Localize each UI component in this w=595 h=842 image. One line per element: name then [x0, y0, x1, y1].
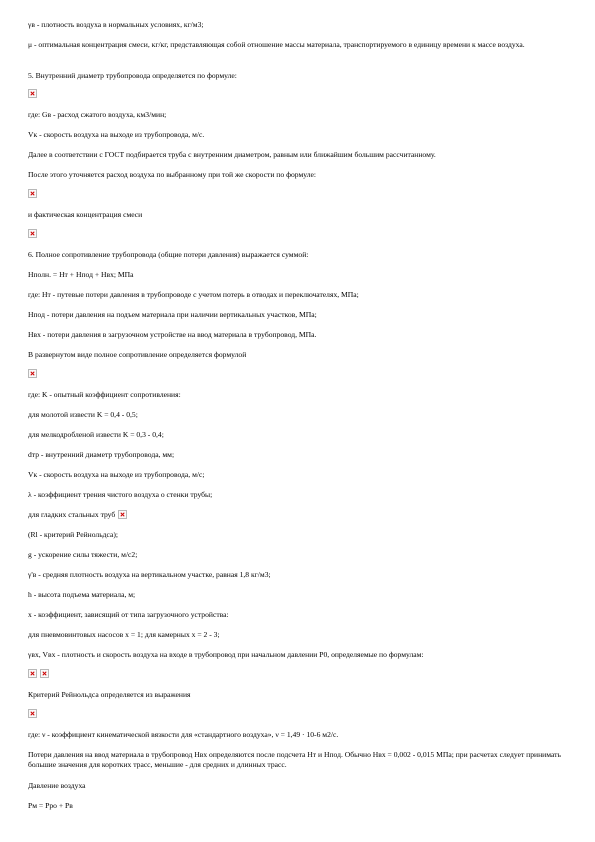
text-line: где: K - опытный коэффициент сопротивления:	[28, 390, 181, 399]
text-paragraph: Потери давления на ввод материала в трубопровод Hвх определяются после подсчета Hт и Hпод. Обычно Hвх = 0,002 - 0,015 МПа; при расчетах следует принимать большие значения для коротких трасс, меньшие - для средних и длинных трасс.	[28, 750, 561, 769]
section-heading: 5. Внутренний диаметр трубопровода определяется по формуле:	[28, 71, 237, 80]
text-line: и фактическая концентрация смеси	[28, 210, 143, 219]
text-line: Критерий Рейнольдса определяется из выражения	[28, 690, 191, 699]
text-line: Далее в соответствии с ГОСТ подбирается труба с внутренним диаметром, равным или ближайшим большим рассчитанному.	[28, 150, 436, 159]
broken-image-icon	[28, 189, 37, 198]
text-line: В развернутом виде полное сопротивление определяется формулой	[28, 350, 247, 359]
text-line: для пневмовинтовых насосов х = 1; для камерных х = 2 - 3;	[28, 630, 220, 639]
text-line: g - ускорение силы тяжести, м/с2;	[28, 550, 138, 559]
text-line: где: ν - коэффициент кинематической вязкости для «стандартного воздуха», ν = 1,49 · 10-6 м2/с.	[28, 730, 339, 739]
text-line: Vк - скорость воздуха на выходе из трубопровода, м/с;	[28, 470, 205, 479]
text-line: х - коэффициент, зависящий от типа загрузочного устройства:	[28, 610, 229, 619]
text-line: Hвх - потери давления в загрузочном устройстве на ввод материала в трубопровод, МПа.	[28, 330, 317, 339]
broken-image-icon	[28, 369, 37, 378]
text-line: h - высота подъема материала, м;	[28, 590, 136, 599]
text-line: для молотой извести K = 0,4 - 0,5;	[28, 410, 138, 419]
broken-image-icon	[118, 510, 127, 519]
text-line-with-image	[28, 510, 573, 520]
formula-line: Pм = Pро + Pв	[28, 801, 73, 810]
text-line: Vк - скорость воздуха на выходе из трубопровода, м/с.	[28, 130, 205, 139]
broken-image-icon	[28, 669, 37, 678]
text-paragraph: μ - оптимальная концентрация смеси, кг/кг, представляющая собой отношение массы материала, транспортируемого в единицу времени к массе воздуха.	[28, 40, 525, 49]
text-line: где: Gв - расход сжатого воздуха, км3/мин;	[28, 110, 167, 119]
text-line: для мелкодробленой извести K = 0,3 - 0,4;	[28, 430, 164, 439]
broken-image-icon	[28, 709, 37, 718]
section-heading: 6. Полное сопротивление трубопровода (общие потери давления) выражается суммой:	[28, 250, 309, 259]
text-line: γ'в - средняя плотность воздуха на вертикальном участке, равная 1,8 кг/м3;	[28, 570, 271, 579]
broken-image-icon	[40, 669, 49, 678]
text-span: для гладких стальных труб	[28, 510, 116, 519]
text-line: γвх, Vвх - плотность и скорость воздуха на входе в трубопровод при начальном давлении P0, определяемые по формулам:	[28, 650, 424, 659]
text-line: (Rl - критерий Рейнольдса);	[28, 530, 118, 539]
text-line: dтр - внутренний диаметр трубопровода, мм;	[28, 450, 175, 459]
text-line: Давление воздуха	[28, 781, 86, 790]
broken-image-icon	[28, 89, 37, 98]
text-line: γв - плотность воздуха в нормальных условиях, кг/м3;	[28, 20, 204, 29]
text-line: Hпод - потери давления на подъем материала при наличии вертикальных участков, МПа;	[28, 310, 317, 319]
formula-line: Hполн. = Hт + Hпод + Hвх; МПа	[28, 270, 134, 279]
text-line: λ - коэффициент трения чистого воздуха о стенки трубы;	[28, 490, 213, 499]
broken-image-icon	[28, 229, 37, 238]
text-line: где: Hт - путевые потери давления в трубопроводе с учетом потерь в отводах и переключателях, МПа;	[28, 290, 359, 299]
text-line: После этого уточняется расход воздуха по выбранному при той же скорости по формуле:	[28, 170, 317, 179]
